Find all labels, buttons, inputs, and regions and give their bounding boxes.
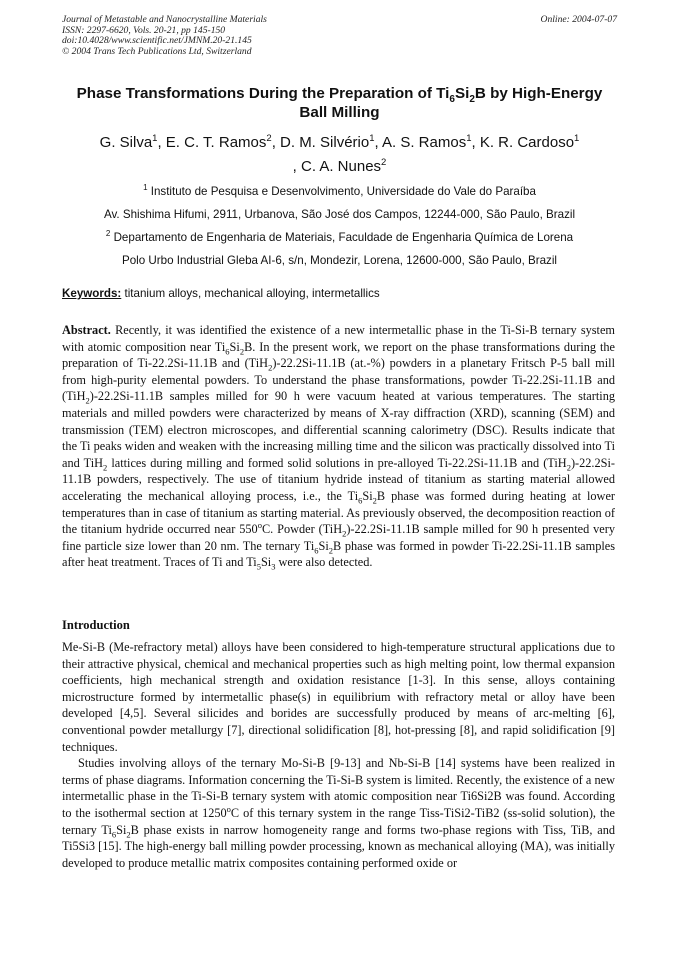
introduction-body: [62, 639, 615, 871]
journal-issn: ISSN: 2297-6620, Vols. 20-21, pp 145-150: [62, 24, 226, 36]
keywords-label: Keywords:: [62, 287, 122, 300]
affiliation-2-address: Polo Urbo Industrial Gleba AI-6, s/n, Mondezir, Lorena, 12600-000, São Paulo, Brazil: [121, 254, 558, 267]
journal-name: Journal of Metastable and Nanocrystalline Materials: [62, 14, 267, 25]
abstract: Abstract. Recently, it was identified the existence of a new intermetallic phase in the Ti-Si-B ternary system with atomic composition near $Ti_6Si_2B$. In the present work, we report on the phase transformations during the preparation of Ti-22.2Si-11.1B and (TiH$_2$)-22.2Si-11.1B (at.-%) powders in a planetary Fritsch P-5 ball mill from high-purity elemental powders. To understand the phase transformations, powder Ti-22.2Si-11.1B and (TiH$_2$)-22.2Si-11.1B samples milled for 90 h were vacuum heated at various temperatures. The starting materials and milled powders were characterized by means of X-ray diffraction (XRD), scanning (SEM) and transmission (TEM) electron microscopes, and differential scanning calorimetry (DSC). Results indicate that the Ti peaks widen and weaken with the increasing milling time and the silicon was practically dissolved into Ti and TiH$_2$ lattices during milling and formed solid solutions in pre-alloyed Ti-22.2Si-11.1B and (TiH$_2$)-22.2Si-11.1B powders, respectively. The use of titanium hydride instead of titanium as starting material allowed accelerating the mechanical alloying process, i.e., the $Ti_6Si_2B$ phase was formed during heating at lower temperatures than in case of titanium as starting material. As previously observed, the decomposition reaction of the titanium hydride occurred near 550$^o$C. Powder (TiH$_2$)-22.2Si-11.1B sample milled for 90 h presented very fine particle size lower than 20 nm. The ternary $Ti_6Si_2B$ phase was formed in powder Ti-22.2Si-11.1B samples after heat treatment. Traces of Ti and $Ti_5Si_3$ were also detected.: [62, 323, 615, 572]
journal-doi[interactable]: doi:10.4028/www.scientific.net/JMNM.20-21.145: [62, 35, 252, 47]
author-list: G. Silva$^1$, E. C. T. Ramos$^2$, D. M. Silvério$^1$, A. S. Ramos$^1$, K. R. Cardoso$^1$ , C. A. Nunes$^2$: [99, 133, 580, 175]
intro-paragraph-2: Studies involving alloys of the ternary Mo-Si-B [9-13] and Nb-Si-B [14] systems have been realized in terms of phase diagrams. Information concerning the Ti-Si-B system is limited. Recently, the existence of a new intermetallic phase in the Ti-Si-B ternary system with atomic composition near Ti6Si2B was found. According to the isothermal section at 1250$^o$C of this ternary system in the range Tiss-TiSi2-TiB2 (ss-solid solution), the ternary $Ti_6Si_2B$ phase exists in narrow homogeneity range and forms two-phase regions with Tiss, TiB, and Ti5Si3 [15]. The high-energy ball milling powder processing, known as mechanical alloying (MA), was initially developed to produce metallic matrix composites containing performed oxide or: [62, 756, 616, 870]
affiliation-1-address: Av. Shishima Hifumi, 2911, Urbanova, São José dos Campos, 12244-000, São Paulo, Brazil: [103, 208, 576, 221]
keywords: [62, 287, 617, 301]
introduction-heading: Introduction: [62, 618, 130, 632]
intro-paragraph-1: Me-Si-B (Me-refractory metal) alloys have been considered to high-temperature structural applications due to their attractive physical, chemical and mechanical properties such as high melting point, low thermal expansion coefficients, high mechanical strength and oxidation resistance [1-3]. In this sense, alloys containing microstructure formed by intermetallic phase(s) in equilibrium with refractory metal or alloy have been developed [4,5]. Several silicides and borides are successfully produced by means of arc-melting [6], conventional powder metallurgy [7], directional solidification [8], hot-pressing [8], and rapid solidification [9] techniques.: [62, 640, 615, 754]
abstract-label: Abstract.: [62, 323, 111, 337]
journal-header: [62, 15, 617, 57]
affiliation-1: $^1$ Instituto de Pesquisa e Desenvolvimento, Universidade do Vale do Paraíba: [143, 183, 536, 198]
online-date: Online: 2004-07-07: [540, 14, 617, 25]
paper-title: Phase Transformations During the Preparation of $Ti_6Si_2B$ by High-Energy Ball Milling: [76, 85, 603, 121]
journal-copyright: © 2004 Trans Tech Publications Ltd, Switzerland: [62, 45, 252, 57]
keywords-text: titanium alloys, mechanical alloying, intermetallics: [121, 287, 380, 300]
affiliation-2: $^2$ Departamento de Engenharia de Materiais, Faculdade de Engenharia Química de Lorena: [105, 229, 574, 244]
